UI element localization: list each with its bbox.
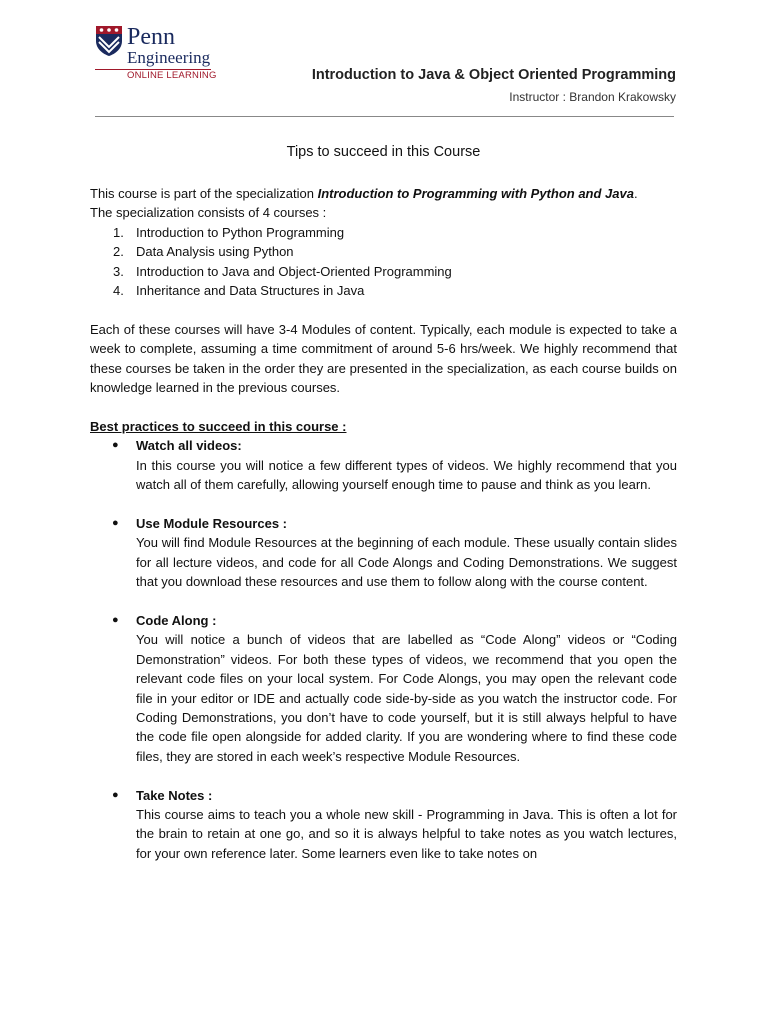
practice-heading: Take Notes : [136, 787, 213, 803]
logo-engineering-text: Engineering [127, 48, 211, 67]
logo-penn-text: Penn [127, 24, 175, 50]
list-item-label: Introduction to Python Programming [136, 224, 345, 240]
intro-suffix: . [633, 186, 638, 201]
list-item [90, 223, 677, 242]
list-item [90, 281, 677, 300]
document-title: Tips to succeed in this Course [286, 144, 481, 160]
bullet-icon: ● [112, 516, 119, 529]
list-item-label: Introduction to Java and Object-Oriented Programming [136, 263, 452, 279]
list-number: 4. [113, 283, 124, 299]
practices-list [90, 436, 677, 863]
best-practices-heading: Best practices to succeed in this course : [90, 418, 347, 434]
intro-paragraph [90, 184, 677, 223]
bullet-icon: ● [112, 439, 119, 452]
practice-text: You will notice a bunch of videos that are labelled as “Code Along” videos or “Coding Demonstration” videos. For both these types of videos, we recommend that you open the relevant code files on your local system. For Code Alongs, you may open the relevant code file in your editor or IDE and actually code side-by-side as you watch the instructor code. For Coding Demonstrations, you don’t have to code yourself, but it is still always helpful to have the code file open alongside for added clarity. If you are wondering where to find these code files, they are stored in each week’s respective Module Resources. [136, 632, 677, 764]
course-list [90, 223, 677, 301]
logo-online-learning-text: ONLINE LEARNING [127, 70, 217, 81]
bullet-icon: ● [112, 613, 119, 626]
practice-heading: Use Module Resources : [136, 515, 287, 531]
practice-item [90, 611, 677, 766]
spacer [90, 397, 677, 416]
practice-heading: Code Along : [136, 612, 217, 628]
list-item [90, 262, 677, 281]
spacer [90, 300, 677, 319]
course-title: Introduction to Java & Object Oriented Programming [311, 67, 676, 83]
practice-item [90, 436, 677, 494]
document-body [90, 143, 677, 863]
intro-prefix: This course is part of the specialization [90, 186, 318, 201]
instructor-name: Instructor : Brandon Krakowsky [509, 90, 676, 104]
penn-shield-icon [95, 25, 123, 57]
practice-text: You will find Module Resources at the beginning of each module. These usually contain slides for all lecture videos, and code for all Code Alongs and Coding Demonstrations. We suggest that you download these resources and use them to follow along with the course content. [136, 535, 677, 590]
specialization-name: Introduction to Programming with Python and Java [317, 186, 634, 201]
practice-heading: Watch all videos: [136, 438, 242, 454]
list-item [90, 242, 677, 261]
list-number: 3. [113, 263, 124, 279]
practice-item [90, 514, 677, 592]
penn-engineering-logo [95, 24, 225, 84]
practice-text: In this course you will notice a few different types of videos. We highly recommend that you watch all of them carefully, allowing yourself enough time to pause and think as you learn. [136, 457, 677, 493]
header-divider [95, 116, 674, 117]
list-number: 1. [113, 224, 124, 240]
list-item-label: Data Analysis using Python [136, 244, 294, 260]
list-item-label: Inheritance and Data Structures in Java [136, 283, 365, 299]
practice-text: This course aims to teach you a whole new skill - Programming in Java. This is often a lot for the brain to retain at one go, and so it is always helpful to take notes as you watch lectures, for your own reference later. Some learners even like to take notes on [136, 806, 677, 861]
intro-line-2: The specialization consists of 4 courses : [90, 205, 327, 221]
practice-item [90, 786, 677, 864]
list-number: 2. [113, 244, 124, 260]
modules-paragraph: Each of these courses will have 3-4 Modules of content. Typically, each module is expected to take a week to complete, assuming a time commitment of around 5-6 hrs/week. We highly recommend that these courses be taken in the order they are presented in the specialization, as each course builds on knowledge learned in the previous courses. [90, 321, 677, 396]
bullet-icon: ● [112, 788, 119, 801]
